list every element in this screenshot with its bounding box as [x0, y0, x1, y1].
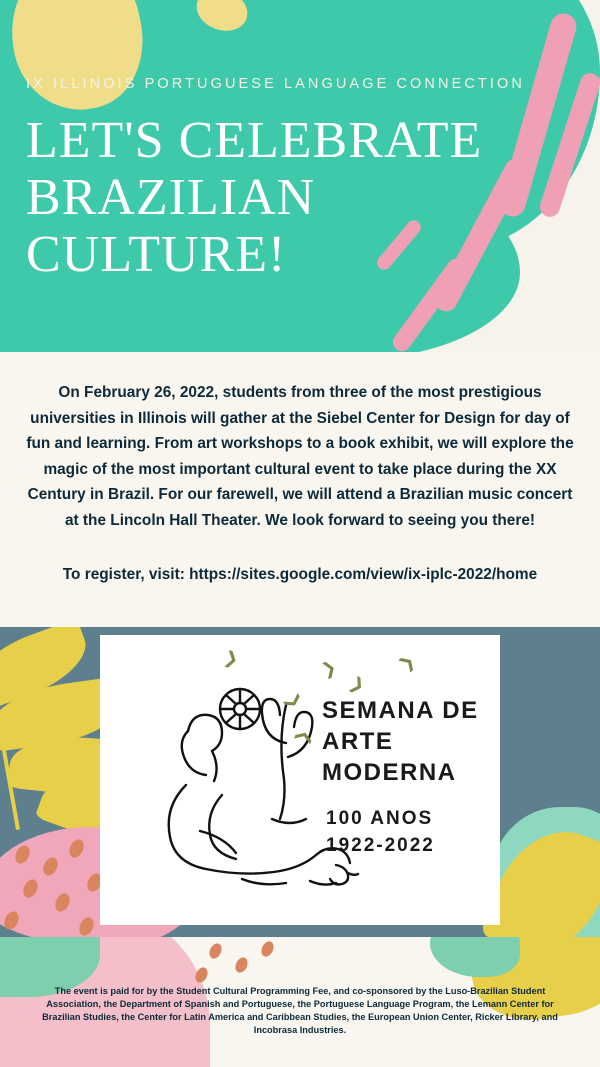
- artwork-anniversary-range: 1922-2022: [326, 835, 435, 856]
- artwork-anniversary-label: 100 ANOS: [326, 808, 434, 829]
- speckle-decoration: [259, 939, 276, 958]
- poster-title: LET'S CELEBRATE BRAZILIAN CULTURE!: [26, 112, 483, 283]
- leaf-doodle-icon: ❯: [281, 689, 306, 712]
- artwork-anniversary: [326, 805, 435, 859]
- registration-link[interactable]: To register, visit: https://sites.google.com/view/ix-iplc-2022/home: [62, 566, 538, 583]
- green-blob-decoration: [430, 937, 520, 977]
- event-description: On February 26, 2022, students from three of the most prestigious universities in Illinois will gather at the Siebel Center for Design for day of fun and learning. From art workshops to a book exhibit, we will explore the magic of the most important cultural event to take place during the XX Century in Brazil. For our farewell, we will attend a Brazilian music concert at the Lincoln Hall Theater. We look forward to seeing you there!: [26, 384, 574, 529]
- poster-artwork-section: [0, 627, 600, 937]
- footer-credits: The event is paid for by the Student Cultural Programming Fee, and co-sponsored by the Luso-Brazilian Student Association, the Department of Spanish and Portuguese, the Portuguese Language Program, the Lemann Center for Brazilian Studies, the Center for Latin America and Caribbean Studies, the European Union Center, Ricker Library, and Incobrasa Industries.: [42, 986, 558, 1035]
- leaf-doodle-icon: ❯: [395, 650, 419, 675]
- leaf-doodle-icon: ❯: [346, 672, 369, 697]
- artwork-title: SEMANA DE ARTE MODERNA: [322, 697, 479, 786]
- poster-description-section: [0, 352, 600, 627]
- leaf-doodle-icon: ❯: [221, 647, 241, 670]
- leaf-doodle-icon: ❯: [291, 726, 315, 747]
- leaf-doodle-icon: ❯: [319, 657, 339, 680]
- speckle-decoration: [233, 955, 250, 974]
- event-eyebrow-text: IX ILLINOIS PORTUGUESE LANGUAGE CONNECTION: [26, 76, 525, 92]
- speckle-decoration: [207, 941, 224, 960]
- poster-header: [0, 0, 600, 352]
- poster-footer: [0, 937, 600, 1067]
- artwork-card: [100, 635, 500, 925]
